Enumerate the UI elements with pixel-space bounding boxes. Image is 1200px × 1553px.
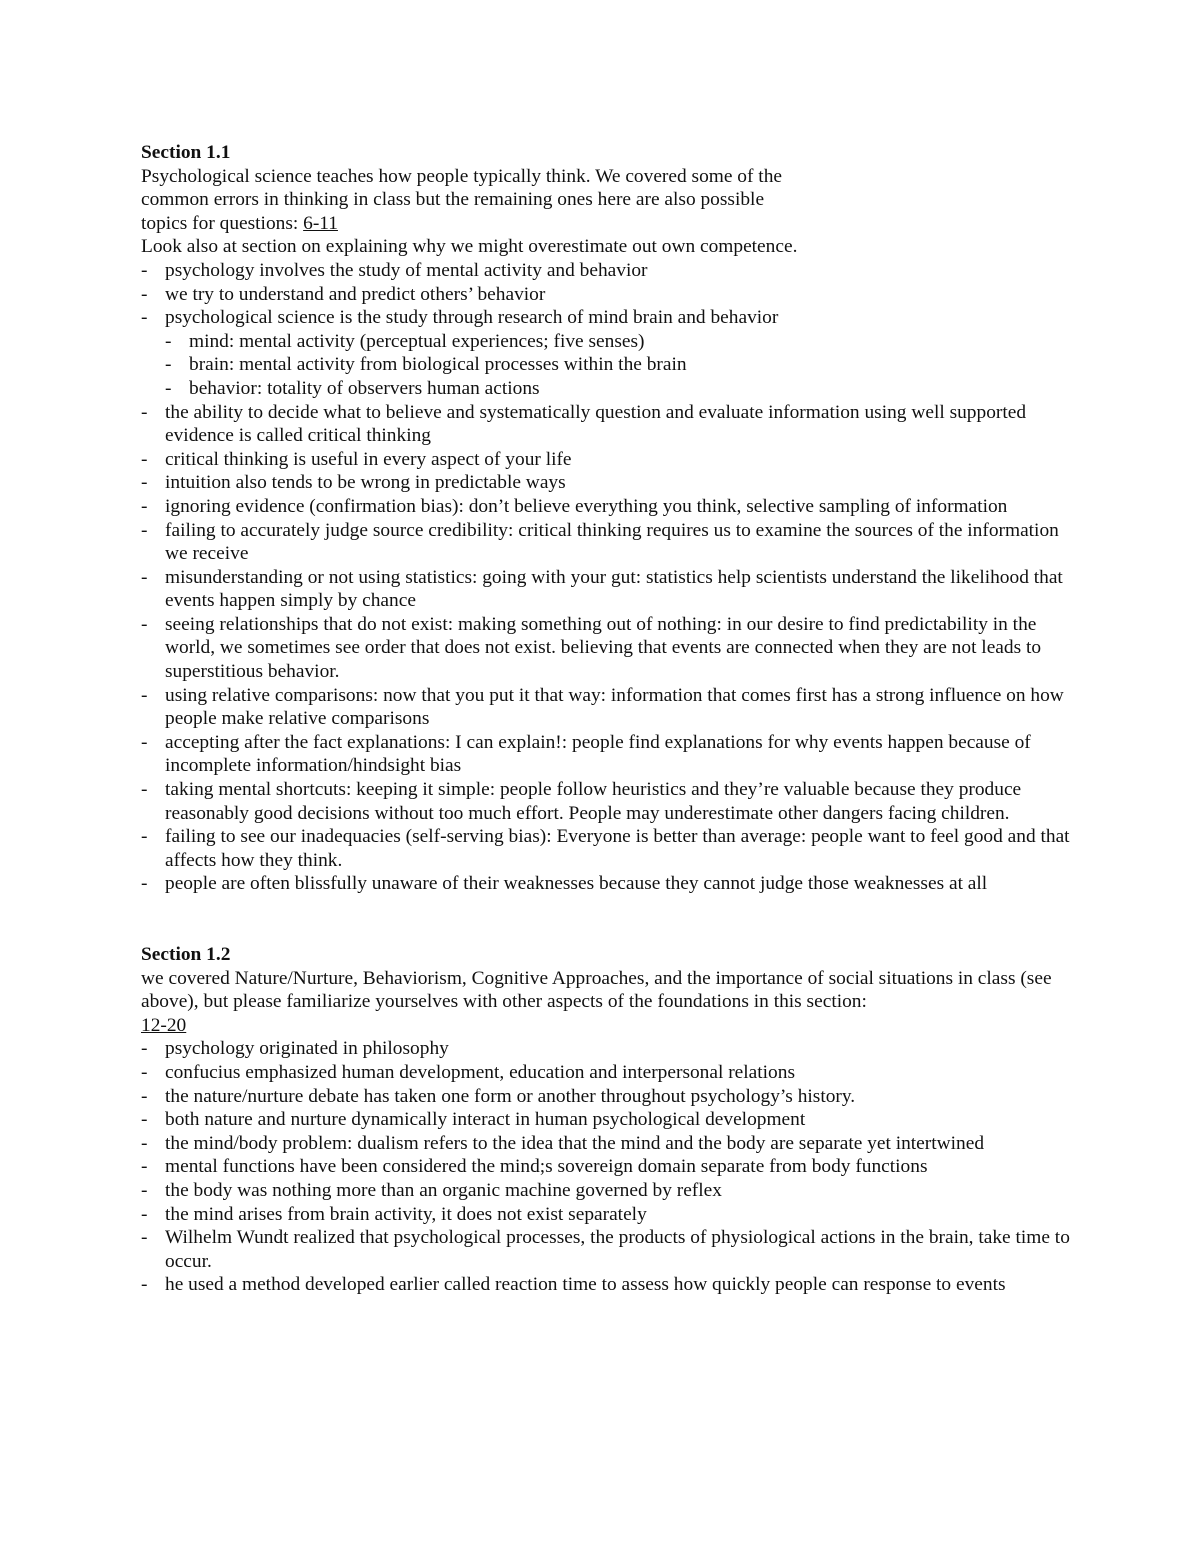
list-item-text: critical thinking is useful in every aspect of your life (165, 448, 572, 470)
section-1-2-intro-text: we covered Nature/Nurture, Behaviorism, Cognitive Approaches, and the importance of social situations in class (see above), but please familiarize yourselves with other aspects of the foundations in this section: (141, 967, 1052, 1013)
section-1-1-title: Section 1.1 (141, 142, 231, 163)
section-1-1-intro-line-2: common errors in thinking in class but the remaining ones here are also possible (141, 189, 765, 211)
bullet-dash: - (141, 613, 148, 635)
section-1-1-intro-line-3 (141, 212, 1071, 236)
list-item (141, 1132, 1071, 1156)
section-spacer (141, 896, 1071, 943)
list-item-text: we try to understand and predict others’ behavior (165, 283, 546, 305)
list-item-text: Wilhelm Wundt realized that psychological processes, the products of physiological actions in the brain, take time to occur. (165, 1227, 1070, 1272)
list-item-text: people are often blissfully unaware of their weaknesses because they cannot judge those weaknesses at all (165, 873, 988, 895)
section-1-1-intro-line-1: Psychological science teaches how people typically think. We covered some of the (141, 165, 782, 187)
sub-list-item (165, 330, 1071, 354)
bullet-dash: - (141, 401, 148, 423)
list-item-text: mental functions have been considered the mind;s sovereign domain separate from body functions (165, 1156, 928, 1178)
list-item (141, 684, 1071, 731)
list-item (141, 566, 1071, 613)
bullet-dash: - (141, 1227, 148, 1249)
list-item-text: the mind arises from brain activity, it does not exist separately (165, 1203, 647, 1225)
bullet-dash: - (141, 779, 148, 801)
sub-list-item (165, 377, 1071, 401)
bullet-dash: - (141, 1179, 148, 1201)
list-item (141, 872, 1071, 896)
list-item (141, 1108, 1071, 1132)
bullet-dash: - (141, 1132, 148, 1154)
bullet-dash: - (141, 259, 148, 281)
list-item-text: accepting after the fact explanations: I can explain!: people find explanations for why events happen because of incomplete information/hindsight bias (165, 731, 1031, 777)
sub-list-item (165, 353, 1071, 377)
list-item (141, 778, 1071, 825)
sub-bullet-list (165, 330, 1071, 401)
list-item (141, 283, 1071, 307)
bullet-dash: - (141, 448, 148, 470)
bullet-dash: - (141, 307, 148, 329)
bullet-dash: - (141, 1274, 148, 1296)
list-item-text: confucius emphasized human development, education and interpersonal relations (165, 1061, 795, 1083)
list-item (141, 471, 1071, 495)
bullet-dash: - (141, 519, 148, 541)
section-1-2-bullet-list (141, 1037, 1071, 1297)
list-item (141, 825, 1071, 872)
sub-list-item-text: brain: mental activity from biological processes within the brain (189, 354, 687, 376)
list-item-text: failing to accurately judge source credibility: critical thinking requires us to examine the sources of the information we receive (165, 519, 1059, 565)
bullet-dash: - (141, 566, 148, 588)
list-item-text: the nature/nurture debate has taken one form or another throughout psychology’s history. (165, 1085, 856, 1107)
section-1-1 (141, 141, 1071, 896)
list-item-text: ignoring evidence (confirmation bias): don’t believe everything you think, selective sampling of information (165, 495, 1008, 517)
list-item-text: taking mental shortcuts: keeping it simple: people follow heuristics and they’re valuable because they produce reasonably good decisions without too much effort. People may underestimate other dangers facing children. (165, 779, 1022, 824)
bullet-dash: - (141, 731, 148, 753)
list-item-text: he used a method developed earlier called reaction time to assess how quickly people can response to events (165, 1274, 1006, 1296)
section-1-1-intro-prefix: topics for questions: (141, 212, 304, 234)
bullet-dash: - (165, 354, 172, 376)
list-item (141, 519, 1071, 566)
bullet-dash: - (141, 1061, 148, 1083)
list-item-text: psychological science is the study through research of mind brain and behavior (165, 307, 779, 329)
document-page (141, 141, 1071, 1297)
list-item (141, 1037, 1071, 1061)
sub-list-item-text: mind: mental activity (perceptual experiences; five senses) (189, 330, 645, 352)
list-item (141, 613, 1071, 684)
list-item (141, 401, 1071, 448)
list-item-text: intuition also tends to be wrong in predictable ways (165, 472, 566, 494)
list-item-text: psychology originated in philosophy (165, 1038, 449, 1060)
list-item (141, 1061, 1071, 1085)
bullet-dash: - (141, 1038, 148, 1060)
list-item-text: the body was nothing more than an organic machine governed by reflex (165, 1179, 722, 1201)
bullet-dash: - (141, 472, 148, 494)
bullet-dash: - (141, 495, 148, 517)
list-item (141, 1155, 1071, 1179)
bullet-dash: - (141, 826, 148, 848)
list-item-text: seeing relationships that do not exist: making something out of nothing: in our desire to find predictability in the world, we sometimes see order that does not exist. believing that events are connected when they are not leads to superstitious behavior. (165, 613, 1042, 683)
list-item (141, 495, 1071, 519)
section-1-2-title: Section 1.2 (141, 944, 231, 965)
bullet-dash: - (141, 1203, 148, 1225)
list-item (141, 1179, 1071, 1203)
section-1-1-page-ref: 6-11 (303, 212, 338, 234)
bullet-dash: - (141, 873, 148, 895)
bullet-dash: - (141, 1085, 148, 1107)
section-1-1-bullet-list (141, 259, 1071, 896)
list-item-text: both nature and nurture dynamically interact in human psychological development (165, 1109, 806, 1131)
bullet-dash: - (165, 330, 172, 352)
list-item (141, 306, 1071, 400)
list-item (141, 1226, 1071, 1273)
list-item (141, 259, 1071, 283)
bullet-dash: - (141, 684, 148, 706)
list-item-text: the mind/body problem: dualism refers to the idea that the mind and the body are separate yet intertwined (165, 1132, 985, 1154)
bullet-dash: - (141, 283, 148, 305)
section-1-2-intro (141, 967, 1071, 1038)
list-item-text: using relative comparisons: now that you put it that way: information that comes first has a strong influence on how people make relative comparisons (165, 684, 1064, 730)
list-item-text: the ability to decide what to believe and systematically question and evaluate information using well supported evidence is called critical thinking (165, 401, 1027, 447)
list-item (141, 1203, 1071, 1227)
list-item-text: psychology involves the study of mental activity and behavior (165, 259, 648, 281)
list-item (141, 1085, 1071, 1109)
list-item-text: failing to see our inadequacies (self-serving bias): Everyone is better than average: people want to feel good and that affects how they think. (165, 826, 1070, 871)
list-item (141, 1273, 1071, 1297)
bullet-dash: - (141, 1109, 148, 1131)
list-item (141, 731, 1071, 778)
section-1-1-intro-line-4: Look also at section on explaining why we might overestimate out own competence. (141, 236, 798, 258)
section-1-2 (141, 943, 1071, 1297)
section-1-2-page-ref: 12-20 (141, 1014, 187, 1036)
list-item (141, 448, 1071, 472)
list-item-text: misunderstanding or not using statistics: going with your gut: statistics help scientists understand the likelihood that events happen simply by chance (165, 566, 1063, 612)
sub-list-item-text: behavior: totality of observers human actions (189, 377, 540, 399)
bullet-dash: - (165, 377, 172, 399)
bullet-dash: - (141, 1156, 148, 1178)
